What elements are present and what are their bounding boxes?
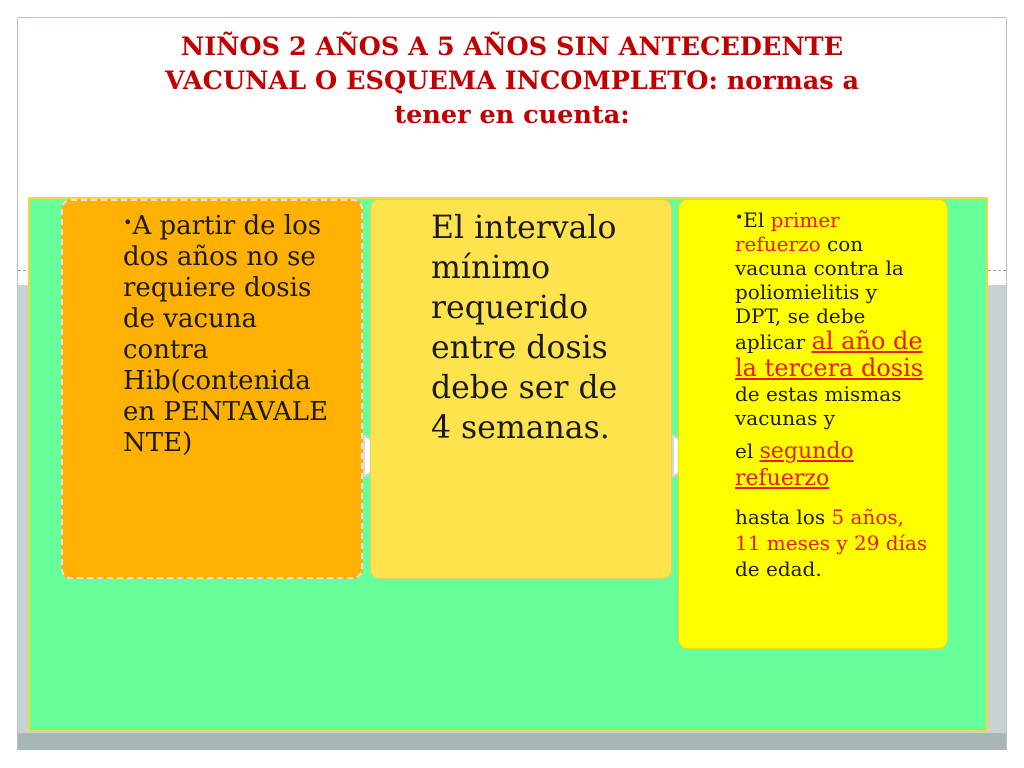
background-band-bottom: [18, 733, 1006, 750]
second-booster-label: segundo refuerzo: [735, 439, 854, 491]
first-booster-label: primer refuerzo: [735, 208, 840, 256]
age-text-c: de edad.: [735, 557, 822, 581]
booster-note-1: [735, 200, 929, 430]
interval-note: El intervalo mínimo requerido entre dosis debe ser de 4 semanas.: [431, 210, 618, 446]
second-text-a: el: [735, 439, 760, 463]
bullet: •: [123, 213, 133, 232]
first-text-a: El: [743, 208, 771, 232]
process-box-booster: [678, 199, 948, 649]
title-line-1: NIÑOS 2 AÑOS A 5 AÑOS SIN ANTECEDENTE: [180, 32, 844, 62]
title-line-2: VACUNAL O ESQUEMA INCOMPLETO: normas a: [165, 66, 859, 96]
booster-note-3: [735, 504, 929, 582]
first-text-c: con vacuna contra la poliomielitis y DPT, se debe aplicar: [735, 232, 904, 354]
hib-note-text: A partir de los dos años no se requiere dosis de vacuna contra Hib(contenida en PENTAVALE NTE): [123, 211, 329, 458]
age-limit-label: 5 años, 11 meses y 29 días: [735, 505, 928, 555]
age-text-a: hasta los: [735, 505, 832, 529]
hib-note: [123, 201, 343, 459]
title-line-3: tener en cuenta:: [394, 100, 630, 130]
slide-title: [110, 30, 914, 132]
process-box-interval: [370, 199, 672, 579]
timing-label: al año de la tercera dosis: [735, 327, 924, 382]
booster-note-2: [735, 438, 929, 492]
bullet: •: [735, 210, 744, 226]
process-box-hib: [61, 199, 363, 579]
first-text-e: de estas mismas vacunas y: [735, 382, 902, 430]
